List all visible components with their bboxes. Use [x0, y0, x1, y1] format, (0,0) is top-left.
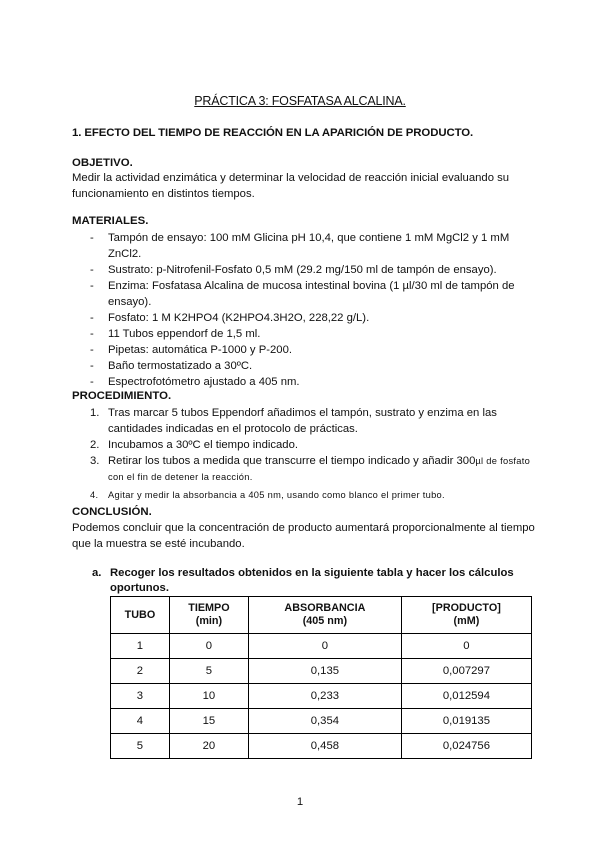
table-row	[111, 659, 532, 684]
step-text-small: µl de fosfato con el fin de detener la reacción.	[108, 456, 531, 482]
objetivo-text: Medir la actividad enzimática y determinar la velocidad de reacción inicial evaluando su funcionamiento en distintos tiempos.	[72, 172, 510, 200]
header-line: ABSORBANCIA	[284, 602, 366, 614]
list-item	[90, 487, 540, 503]
table-cell: 15	[169, 709, 248, 734]
question	[92, 566, 532, 596]
table-cell: 0,019135	[401, 709, 531, 734]
table-header-row	[111, 597, 532, 634]
header-line: [PRODUCTO]	[432, 602, 501, 614]
question-text: Recoger los resultados obtenidos en la siguiente tabla y hacer los cálculos oportunos.	[110, 567, 514, 594]
table-cell: 0,354	[248, 709, 401, 734]
list-item	[90, 405, 540, 437]
step-number: 1.	[90, 407, 100, 419]
header-unit: (mM)	[453, 615, 480, 627]
table-cell: 4	[111, 709, 170, 734]
table-cell: 0,007297	[401, 659, 531, 684]
page-title: PRÁCTICA 3: FOSFATASA ALCALINA.	[194, 94, 406, 108]
step-number: 4.	[90, 490, 99, 500]
table-cell: 0,233	[248, 684, 401, 709]
table-cell: 0	[401, 634, 531, 659]
header-cell	[401, 597, 531, 634]
step-number: 3.	[90, 455, 100, 467]
table-cell: 0	[169, 634, 248, 659]
table-row	[111, 734, 532, 759]
materiales-heading: MATERIALES.	[72, 215, 149, 227]
step-text: Tras marcar 5 tubos Eppendorf añadimos el tampón, sustrato y enzima en las cantidades indicadas en el protocolo de prácticas.	[108, 407, 497, 435]
list-item: - Baño termostatizado a 30ºC.	[90, 358, 530, 374]
step-number: 2.	[90, 439, 100, 451]
header-unit: (405 nm)	[302, 615, 348, 627]
table-cell: 20	[169, 734, 248, 759]
table-cell: 3	[111, 684, 170, 709]
table-row	[111, 684, 532, 709]
table-cell: 5	[111, 734, 170, 759]
table-cell: 5	[169, 659, 248, 684]
results-table	[110, 596, 532, 759]
procedimiento-list	[90, 405, 540, 503]
step-text: Incubamos a 30ºC el tiempo indicado.	[108, 439, 299, 451]
materiales-list	[90, 230, 530, 390]
header-cell	[248, 597, 401, 634]
header-cell	[169, 597, 248, 634]
list-item	[90, 453, 540, 485]
procedimiento-heading: PROCEDIMIENTO.	[72, 390, 172, 402]
header-line: TIEMPO	[188, 602, 230, 614]
list-item: - Tampón de ensayo: 100 mM Glicina pH 10,4, que contiene 1 mM MgCl2 y 1 mM ZnCl2.	[90, 230, 530, 262]
table-cell: 0,012594	[401, 684, 531, 709]
table-cell: 0,135	[248, 659, 401, 684]
header-cell	[111, 597, 170, 634]
conclusion-heading: CONCLUSIÓN.	[72, 506, 152, 518]
list-item: - Sustrato: p-Nitrofenil-Fosfato 0,5 mM (29.2 mg/150 ml de tampón de ensayo).	[90, 262, 530, 278]
header-unit: (min)	[195, 615, 223, 627]
objetivo-heading: OBJETIVO.	[72, 157, 133, 169]
conclusion-text: Podemos concluir que la concentración de producto aumentará proporcionalmente al tiempo que la muestra se esté incubando.	[72, 522, 535, 550]
table-row	[111, 634, 532, 659]
list-item	[90, 437, 540, 453]
list-item: - Fosfato: 1 M K2HPO4 (K2HPO4.3H2O, 228,22 g/L).	[90, 310, 530, 326]
header-line: TUBO	[124, 608, 156, 621]
list-item: - Pipetas: automática P-1000 y P-200.	[90, 342, 530, 358]
step-text: Agitar y medir la absorbancia a 405 nm, usando como blanco el primer tubo.	[108, 490, 445, 500]
page-number: 1	[296, 796, 304, 808]
table-row	[111, 709, 532, 734]
list-item: - Enzima: Fosfatasa Alcalina de mucosa intestinal bovina (1 µl/30 ml de tampón de ensayo).	[90, 278, 530, 310]
step-text: Retirar los tubos a medida que transcurre el tiempo indicado y añadir 300	[108, 455, 476, 467]
table-cell: 0,024756	[401, 734, 531, 759]
section-heading: 1. EFECTO DEL TIEMPO DE REACCIÓN EN LA APARICIÓN DE PRODUCTO.	[72, 127, 474, 139]
list-item: - 11 Tubos eppendorf de 1,5 ml.	[90, 326, 530, 342]
list-item: - Espectrofotómetro ajustado a 405 nm.	[90, 374, 530, 390]
table-cell: 0	[248, 634, 401, 659]
table-cell: 10	[169, 684, 248, 709]
table-cell: 1	[111, 634, 170, 659]
question-label: a.	[92, 567, 102, 579]
table-cell: 2	[111, 659, 170, 684]
table-cell: 0,458	[248, 734, 401, 759]
